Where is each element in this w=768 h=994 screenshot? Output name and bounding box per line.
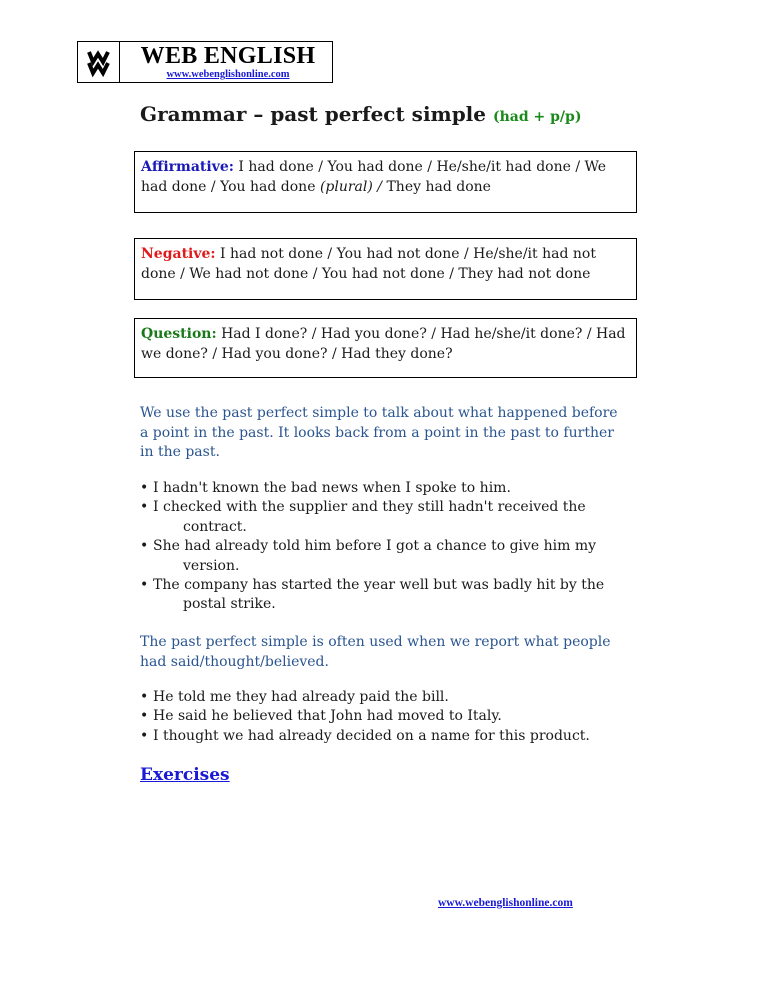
question-text: Had I done? / Had you done? / Had he/she/it done? / Had we done? / Had you done? / Had they done? [141, 326, 626, 362]
footer-url-link[interactable]: www.webenglishonline.com [438, 897, 573, 909]
bullet-icon: • [140, 577, 149, 594]
title-formula: (had + p/p) [492, 109, 582, 125]
brand-title: WEB ENGLISH [140, 43, 316, 69]
bullet-icon: • [140, 480, 149, 496]
affirmative-plural-note: (plural) / [319, 179, 383, 195]
title-text: Grammar – past perfect simple [140, 102, 487, 126]
list-item: • The company has started the year well but was badly hit by the postal strike. [140, 577, 605, 613]
bullet-icon: • [140, 538, 149, 555]
affirmative-text-end: They had done [382, 179, 491, 195]
question-box [134, 318, 637, 378]
affirmative-label: Affirmative: [141, 159, 234, 175]
list-item: • He said he believed that John had moved to Italy. [140, 707, 630, 726]
list-item: • I thought we had already decided on a name for this product. [140, 727, 630, 746]
reported-speech-explanation: The past perfect simple is often used when we report what people had said/thought/believed. [140, 634, 611, 670]
list-item: • I hadn't known the bad news when I spoke to him. [140, 479, 630, 498]
usage-explanation: We use the past perfect simple to talk about what happened before a point in the past. It looks back from a point in the past to further in the past. [140, 405, 618, 460]
list-item: • He told me they had already paid the bill. [140, 688, 630, 707]
example-list-2 [140, 688, 630, 746]
negative-text: I had not done / You had not done / He/she/it had not done / We had not done / You had not done / They had not done [141, 246, 596, 282]
bullet-icon: • [140, 708, 149, 725]
affirmative-box [134, 151, 637, 213]
ww-monogram-icon [78, 42, 120, 82]
list-item: • She had already told him before I got a chance to give him my version. [140, 538, 597, 574]
brand-url-link[interactable]: www.webenglishonline.com [166, 69, 290, 80]
negative-box [134, 238, 637, 300]
example-list-1 [140, 479, 630, 615]
negative-label: Negative: [141, 246, 216, 262]
page-title [140, 102, 581, 126]
logo-box [77, 41, 333, 83]
question-label: Question: [141, 326, 217, 342]
bullet-icon: • [140, 727, 149, 744]
exercises-link[interactable]: Exercises [140, 765, 230, 785]
bullet-icon: • [140, 689, 149, 705]
bullet-icon: • [140, 499, 149, 516]
affirmative-text: I had done / You had done / He/she/it had done / We had done / You had done [141, 159, 607, 195]
list-item: • I checked with the supplier and they still hadn't received the contract. [140, 499, 586, 535]
